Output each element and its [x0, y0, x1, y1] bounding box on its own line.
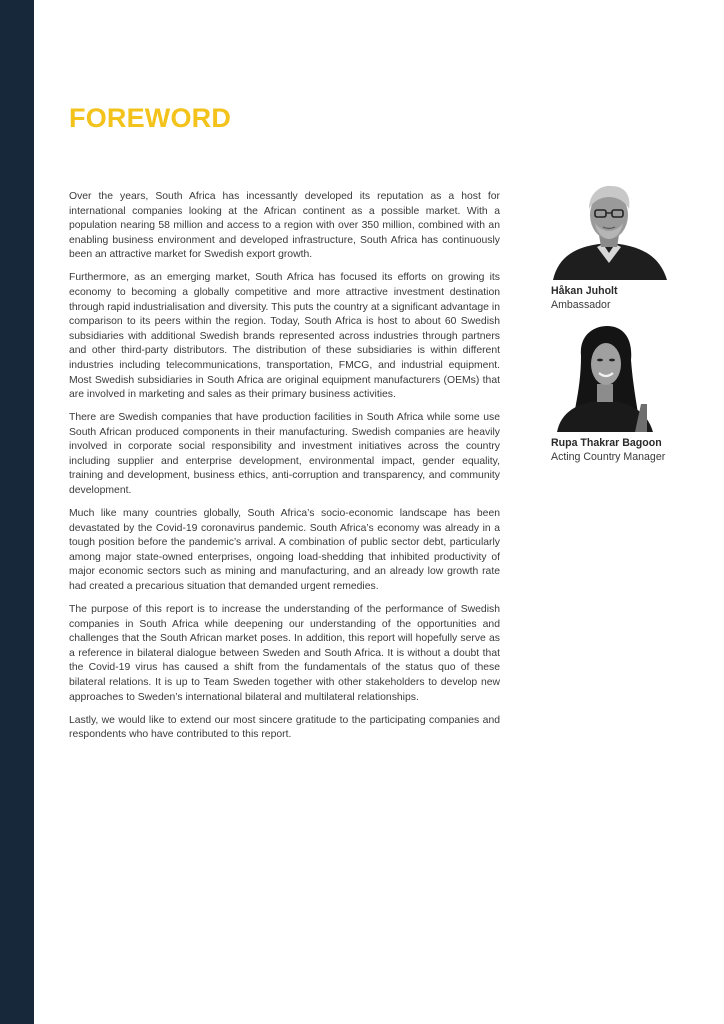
paragraph: The purpose of this report is to increase the understanding of the performance of Swedish companies in South Africa while deepening our understanding of the opportunities and challenges that the South African market poses. In addition, this report will hopefully serve as a reference in bilateral dialogue between Sweden and South Africa. It is without a doubt that the Covid-19 virus has caused a shift from the fundamentals of the status quo of these bilateral relations. It is up to Team Sweden together with other stakeholders to develop new approaches to Sweden’s international bilateral and multilateral relationships. [69, 604, 500, 703]
paragraph: Much like many countries globally, South Africa’s socio-economic landscape has been devastated by the Covid-19 coronavirus pandemic. South Africa’s economy was already in a tough position before the pandemic’s arrival. A combination of public sector debt, particularly among major state-owned enterprises, ongoing load-shedding that inhibited productivity of major economic sectors such as mining and manufacturing, and an already low growth rate had created a precarious situation that demanded urgent remedies. [69, 508, 500, 593]
ambassador-name: Håkan Juholt [551, 285, 618, 297]
paragraph: There are Swedish companies that have production facilities in South Africa while some use South African produced components in their manufacturing. Swedish companies are heavily involved in corporate social responsibility and investment initiatives across the country including supplier and enterprise development, environmental impact, gender equality, training and development, business ethics, anti-corruption and transparency, and community development. [69, 412, 500, 497]
person-card-country-manager [551, 326, 675, 464]
left-sidebar-band [0, 0, 34, 1024]
ambassador-role: Ambassador [551, 299, 611, 311]
paragraph: Furthermore, as an emerging market, South Africa has focused its efforts on growing its economy to becoming a globally competitive and more attractive investment destination through rapid industrialisation and diversity. This puts the country at a significant advantage in comparison to its peers within the region. Today, South Africa is host to about 60 Swedish subsidiaries with additional Swedish brands represented across industries through partners and other third-party distributors. The distribution of these subsidiaries is within different industries including telecommunications, transportation, FMCG, and industrial equipment. Most Swedish subsidiaries in South Africa are original equipment manufacturers (OEMs) that are involved in marketing and sales as their primary business activities. [69, 272, 500, 401]
paragraph: Lastly, we would like to extend our most sincere gratitude to the participating companies and respondents who have contributed to this report. [69, 714, 500, 741]
page-title: FOREWORD [69, 103, 232, 133]
person-card-ambassador [551, 183, 675, 312]
country-manager-name: Rupa Thakrar Bagoon [551, 437, 662, 449]
paragraph: Over the years, South Africa has incessantly developed its reputation as a host for international companies looking at the African continent as a possible market. With a population nearing 58 million and access to a region with over 350 million, combined with an enabling business environment and developed infrastructure, South Africa has continuously been an attractive market for Swedish export growth. [69, 191, 500, 261]
country-manager-portrait-photo [551, 326, 659, 432]
foreword-body [69, 190, 500, 751]
country-manager-role: Acting Country Manager [551, 451, 666, 463]
ambassador-portrait-photo [551, 183, 668, 280]
